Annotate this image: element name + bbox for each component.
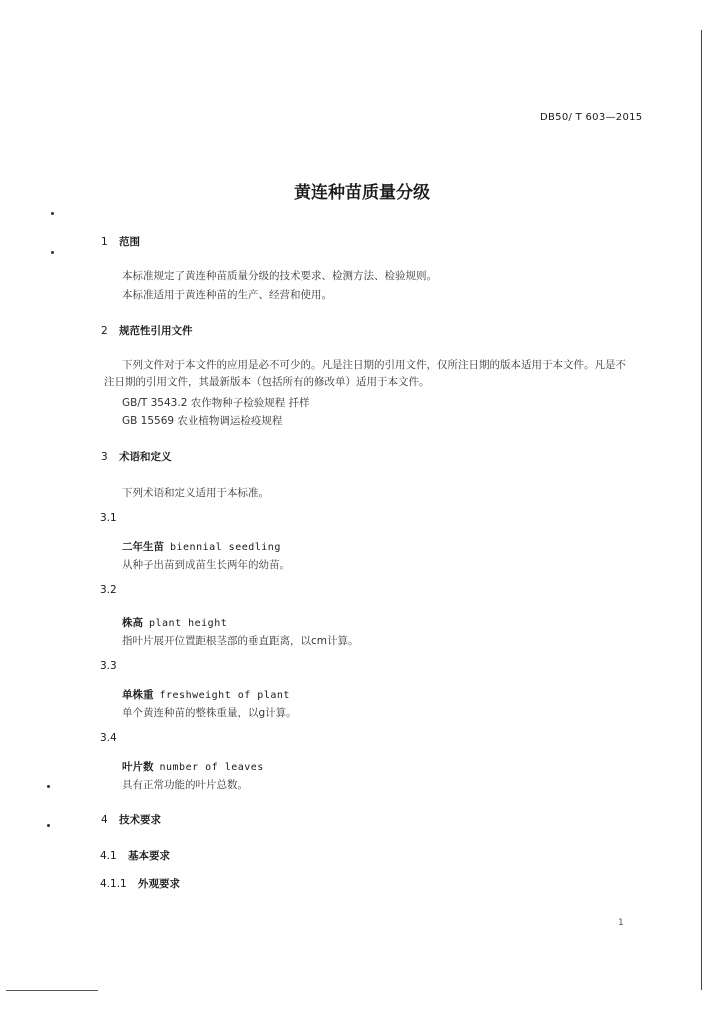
term-definition: 单个黄连种苗的整株重量，以g计算。 <box>122 707 297 719</box>
term-en: number of leaves <box>159 762 264 773</box>
page-right-border <box>701 30 702 990</box>
section-number: 1 <box>101 236 108 248</box>
term-heading <box>122 615 227 630</box>
subsection-number: 4.1 <box>100 850 117 862</box>
section-title: 范围 <box>119 236 140 248</box>
margin-dot <box>47 785 50 788</box>
references-paragraph: 下列文件对于本文件的应用是必不可少的。凡是注日期的引用文件，仅所注日期的版本适用于本文件。凡是不注日期的引用文件，其最新版本（包括所有的修改单）适用于本文件。 <box>104 359 626 388</box>
section-number: 3 <box>101 451 108 463</box>
term-zh: 单株重 <box>122 689 154 701</box>
section-heading-scope <box>101 234 140 249</box>
scope-line-1: 本标准规定了黄连种苗质量分级的技术要求、检测方法、检验规则。 <box>122 270 437 282</box>
term-heading <box>122 687 290 702</box>
term-number: 3.2 <box>100 584 117 596</box>
section-heading-normative-references <box>101 323 193 338</box>
subsection-title: 外观要求 <box>138 878 180 890</box>
section-heading-technical-requirements <box>101 812 161 827</box>
term-en: biennial seedling <box>170 542 281 553</box>
term-number: 3.1 <box>100 512 117 524</box>
document-title: 黄连种苗质量分级 <box>294 183 430 203</box>
subsection-heading-appearance <box>100 876 180 891</box>
section-title: 规范性引用文件 <box>119 325 193 337</box>
page-bottom-line <box>6 990 98 991</box>
section-number: 2 <box>101 325 108 337</box>
subsection-heading-basic-requirements <box>100 848 170 863</box>
document-code: DB50/ T 603—2015 <box>540 112 643 123</box>
margin-dot <box>51 251 54 254</box>
term-zh: 株高 <box>122 617 143 629</box>
margin-dot <box>51 212 54 215</box>
term-zh: 叶片数 <box>122 761 154 773</box>
section-title: 术语和定义 <box>119 451 172 463</box>
term-en: freshweight of plant <box>159 690 290 701</box>
subsection-title: 基本要求 <box>128 850 170 862</box>
term-zh: 二年生苗 <box>122 541 164 553</box>
term-en: plant height <box>149 618 228 629</box>
scope-line-2: 本标准适用于黄连种苗的生产、经营和使用。 <box>122 289 332 301</box>
term-heading <box>122 539 281 554</box>
term-heading <box>122 759 264 774</box>
term-definition: 从种子出苗到成苗生长两年的幼苗。 <box>122 559 290 571</box>
section-number: 4 <box>101 814 108 826</box>
reference-item-1: GB/T 3543.2 农作物种子检验规程 扦样 <box>122 397 310 409</box>
margin-dot <box>47 824 50 827</box>
terms-intro: 下列术语和定义适用于本标准。 <box>122 487 269 499</box>
term-definition: 具有正常功能的叶片总数。 <box>122 779 248 791</box>
term-definition: 指叶片展开位置距根茎部的垂直距离，以cm计算。 <box>122 635 359 647</box>
term-number: 3.4 <box>100 732 117 744</box>
section-title: 技术要求 <box>119 814 161 826</box>
reference-item-2: GB 15569 农业植物调运检疫规程 <box>122 415 283 427</box>
term-number: 3.3 <box>100 660 117 672</box>
section-heading-terms <box>101 449 172 464</box>
subsection-number: 4.1.1 <box>100 878 127 890</box>
page-number: 1 <box>618 918 624 928</box>
